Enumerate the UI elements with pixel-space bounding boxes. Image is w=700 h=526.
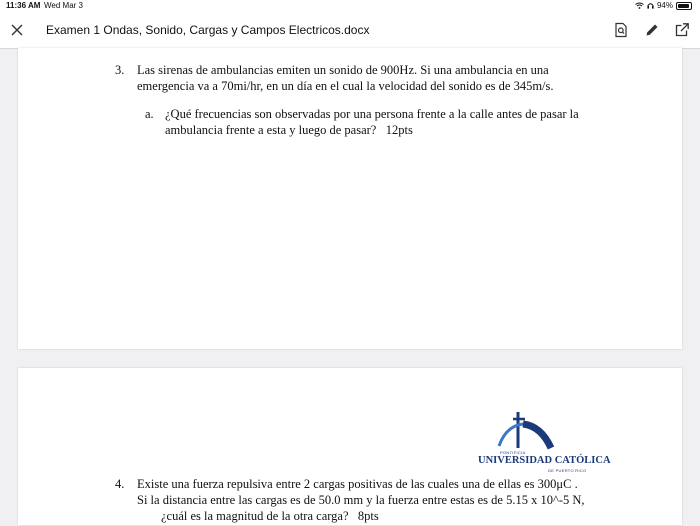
question-number: 3. — [115, 63, 125, 77]
wifi-icon — [635, 2, 644, 9]
search-document-button[interactable] — [613, 22, 629, 38]
logo-university-name: UNIVERSIDAD CATÓLICA — [478, 455, 611, 466]
search-document-icon — [613, 22, 629, 38]
logo-pontificia: PONTIFICIA — [500, 450, 526, 455]
question-line: ambulancia frente a esta y luego de pasar? 12pts — [165, 123, 413, 137]
question-text — [137, 476, 585, 524]
document-title: Examen 1 Ondas, Sonido, Cargas y Campos Electricos.docx — [46, 23, 370, 37]
status-date: Wed Mar 3 — [44, 1, 83, 10]
battery-icon — [676, 2, 692, 10]
document-page-1 — [18, 48, 682, 349]
question-number: 4. — [115, 477, 125, 491]
question-3a — [145, 106, 665, 140]
question-4 — [115, 476, 655, 526]
document-toolbar — [0, 12, 700, 49]
open-in-app-button[interactable] — [674, 22, 690, 38]
edit-button[interactable] — [644, 22, 660, 38]
cross-logo-icon — [496, 408, 556, 452]
status-right — [635, 1, 692, 10]
pencil-icon — [644, 22, 660, 38]
status-bar — [0, 0, 700, 12]
battery-percent: 94% — [656, 1, 673, 10]
question-line: ¿Qué frecuencias son observadas por una persona frente a la calle antes de pasar la — [165, 107, 579, 121]
document-page-2 — [18, 368, 682, 525]
question-text — [137, 62, 554, 94]
question-line: Si la distancia entre las cargas es de 50.0 mm y la fuerza entre estas es de 5.15 x 10^-5 N, — [137, 493, 585, 507]
open-external-icon — [674, 22, 690, 38]
university-logo — [478, 408, 611, 476]
logo-subtitle: DE PUERTO RICO — [548, 468, 587, 473]
question-line: emergencia va a 70mi/hr, en un día en el cual la velocidad del sonido es de 345m/s. — [137, 79, 554, 93]
question-3 — [115, 62, 635, 96]
headphones-icon — [647, 2, 654, 9]
question-line: ¿cuál es la magnitud de la otra carga? 8pts — [161, 509, 379, 523]
sub-question-text — [165, 106, 579, 138]
question-line: Existe una fuerza repulsiva entre 2 cargas positivas de las cuales una de ellas es 300μC . — [137, 477, 578, 491]
status-time: 11:36 AM — [6, 1, 41, 10]
close-icon — [11, 24, 23, 36]
close-button[interactable] — [8, 21, 26, 39]
sub-question-letter: a. — [145, 107, 154, 121]
question-line: Las sirenas de ambulancias emiten un sonido de 900Hz. Si una ambulancia en una — [137, 63, 549, 77]
